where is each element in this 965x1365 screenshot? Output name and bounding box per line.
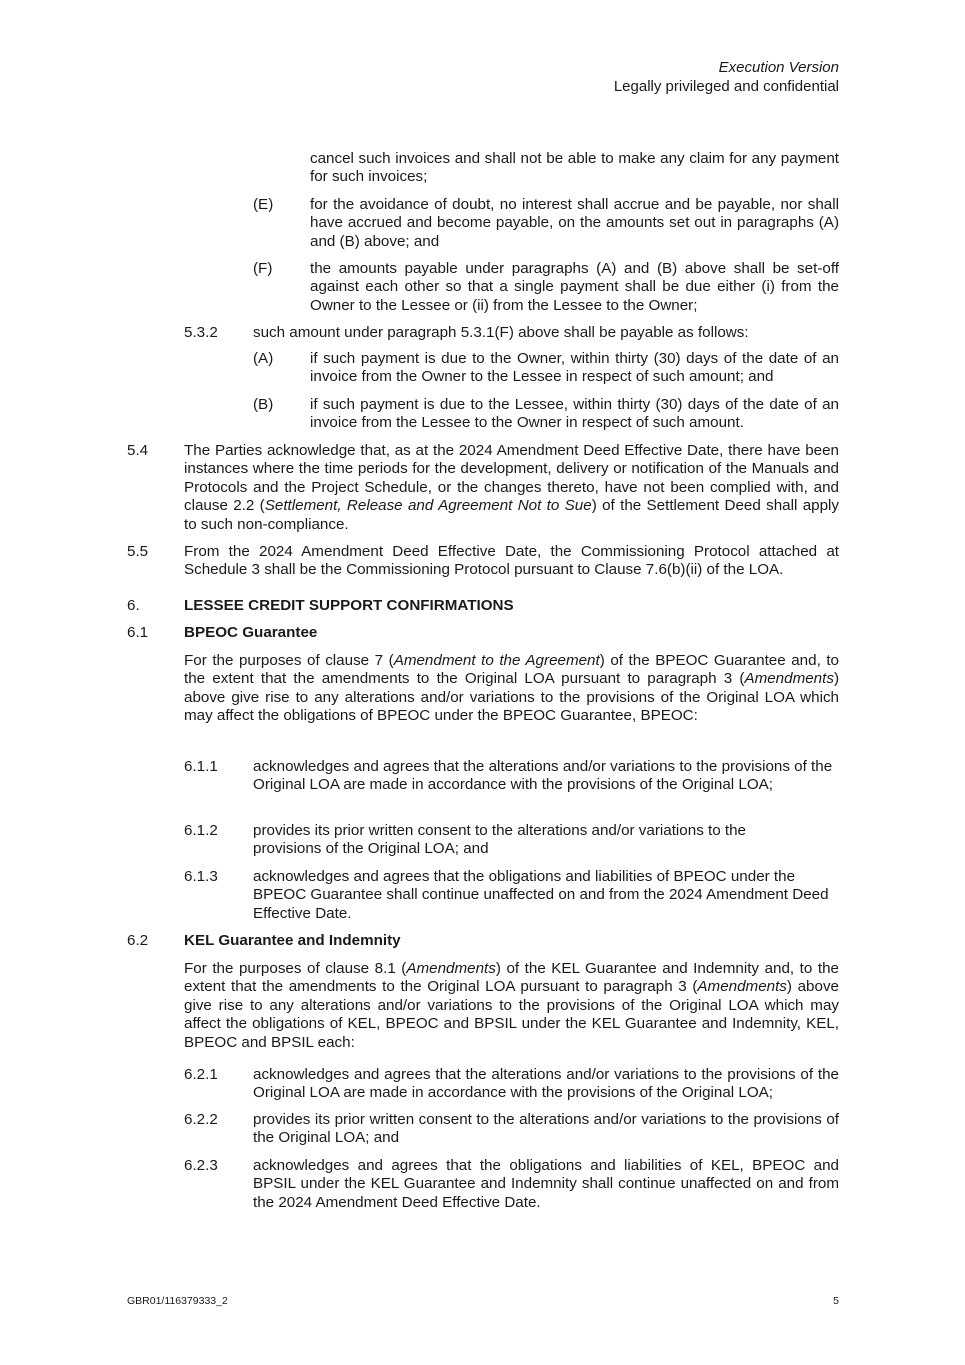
clause-6-2-3-text: acknowledges and agrees that the obligations and liabilities of KEL, BPEOC and BPSIL under the KEL Guarantee and Indemnity shall continue unaffected on and from the 2024 Amendment Deed Effective Date.: [253, 1157, 839, 1211]
paragraph-b-text: if such payment is due to the Lessee, within thirty (30) days of the date of an invoice from the Lessee to the Owner in respect of such amount.: [310, 396, 839, 432]
paragraph-f-text: the amounts payable under paragraphs (A) and (B) above shall be set-off against each other so that a single payment shall be due either (i) from the Owner to the Lessee or (ii) from the Lessee to the Owner;: [310, 260, 839, 314]
paragraph-label-b: (B): [253, 396, 274, 413]
paragraph-continuation: cancel such invoices and shall not be able to make any claim for any payment for such invoices;: [310, 150, 839, 186]
clause-number-5-3-2: 5.3.2: [184, 324, 218, 341]
paragraph-label-e: (E): [253, 196, 274, 213]
clause-5-3-2-text: such amount under paragraph 5.3.1(F) above shall be payable as follows:: [253, 324, 749, 341]
header-confidentiality: Legally privileged and confidential: [613, 78, 839, 95]
clause-6-1-1-text: acknowledges and agrees that the alterations and/or variations to the provisions of the Original LOA are made in accordance with the provisions of the Original LOA;: [253, 758, 833, 794]
clause-number-5-4: 5.4: [127, 442, 149, 459]
clause-number-5-5: 5.5: [127, 543, 149, 560]
clause-6-2-title: KEL Guarantee and Indemnity: [184, 932, 401, 949]
clause-5-4-text: The Parties acknowledge that, as at the 2024 Amendment Deed Effective Date, there have been instances where the time periods for the development, delivery or notification of the Manuals and Protocols and the Project Schedule, or the changes thereto, have not been complied with, and clause 2.2 (Settlement, Release and Agreement Not to Sue) of the Settlement Deed shall apply to such non-compliance.: [184, 442, 840, 533]
header-version: Execution Version: [718, 59, 839, 76]
paragraph-label-f: (F): [253, 260, 273, 277]
clause-number-6-2-1: 6.2.1: [184, 1066, 218, 1083]
clause-number-6-1: 6.1: [127, 624, 149, 641]
clause-number-6-2-2: 6.2.2: [184, 1111, 218, 1128]
clause-6-2-text: For the purposes of clause 8.1 (Amendments) of the KEL Guarantee and Indemnity and, to the extent that the amendments to the Original LOA pursuant to paragraph 3 (Amendments) above give rise to any alterations and/or variations to the provisions of the Original LOA which may affect the obligations of KEL, BPEOC and BPSIL under the KEL Guarantee and Indemnity, KEL, BPEOC and BPSIL each:: [184, 960, 839, 1051]
section-6-title: LESSEE CREDIT SUPPORT CONFIRMATIONS: [184, 597, 514, 614]
footer-document-reference: GBR01/116379333_2: [127, 1295, 228, 1307]
clause-number-6-1-1: 6.1.1: [184, 758, 218, 775]
paragraph-e-text: for the avoidance of doubt, no interest shall accrue and be payable, nor shall have accrued and become payable, on the amounts set out in paragraphs (A) and (B) above; and: [310, 196, 839, 250]
footer-page-number: 5: [833, 1295, 839, 1307]
section-number-6: 6.: [127, 597, 140, 614]
clause-6-2-2-text: provides its prior written consent to the alterations and/or variations to the provisions of the Original LOA; and: [253, 1111, 839, 1147]
clause-5-5-text: From the 2024 Amendment Deed Effective Date, the Commissioning Protocol attached at Schedule 3 shall be the Commissioning Protocol pursuant to Clause 7.6(b)(ii) of the LOA.: [184, 543, 839, 579]
clause-6-1-2-text: provides its prior written consent to the alterations and/or variations to the provisions of the Original LOA; and: [253, 822, 747, 858]
clause-6-2-1-text: acknowledges and agrees that the alterations and/or variations to the provisions of the Original LOA are made in accordance with the provisions of the Original LOA;: [253, 1066, 839, 1102]
clause-number-6-2: 6.2: [127, 932, 149, 949]
clause-6-1-3-text: acknowledges and agrees that the obligations and liabilities of BPEOC under the BPEOC Guarantee shall continue unaffected on and from the 2024 Amendment Deed Effective Date.: [253, 868, 829, 922]
clause-6-1-text: For the purposes of clause 7 (Amendment to the Agreement) of the BPEOC Guarantee and, to the extent that the amendments to the Original LOA pursuant to paragraph 3 (Amendments) above give rise to any alterations and/or variations to the provisions of the Original LOA which may affect the obligations of BPEOC under the BPEOC Guarantee, BPEOC:: [184, 652, 839, 725]
clause-number-6-1-2: 6.1.2: [184, 822, 218, 839]
clause-number-6-2-3: 6.2.3: [184, 1157, 218, 1174]
clause-6-1-title: BPEOC Guarantee: [184, 624, 318, 641]
clause-number-6-1-3: 6.1.3: [184, 868, 218, 885]
paragraph-a-text: if such payment is due to the Owner, within thirty (30) days of the date of an invoice from the Owner to the Lessee in respect of such amount; and: [310, 350, 839, 386]
paragraph-label-a: (A): [253, 350, 274, 367]
